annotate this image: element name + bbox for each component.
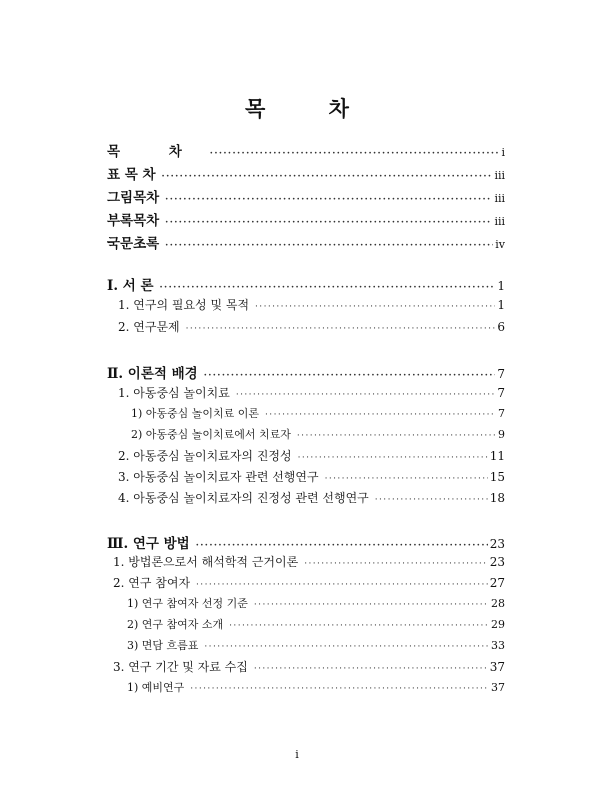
toc-section[interactable] bbox=[113, 553, 505, 570]
toc-section-label: 4. 아동중심 놀이치료자의 진정성 관련 선행연구 bbox=[118, 491, 369, 505]
dot-leader bbox=[304, 559, 488, 569]
toc-entry-page: 9 bbox=[498, 428, 505, 441]
toc-subsection[interactable] bbox=[127, 637, 505, 653]
toc-section-label: 1. 아동중심 놀이치료 bbox=[118, 386, 230, 400]
toc-entry-page: 7 bbox=[497, 386, 505, 400]
toc-entry-page: 23 bbox=[489, 555, 505, 569]
toc-entry-label: 표 목 차 bbox=[107, 167, 156, 183]
toc-chapter-label: Ⅱ. 이론적 배경 bbox=[107, 366, 198, 382]
toc-entry-page: ⅳ bbox=[495, 238, 505, 251]
toc-subsection-label: 3) 면담 흐름표 bbox=[127, 639, 199, 652]
toc-entry-page: 27 bbox=[489, 576, 505, 590]
toc-entry-page: 28 bbox=[491, 597, 505, 610]
toc-section[interactable] bbox=[118, 447, 505, 464]
toc-entry-front[interactable] bbox=[107, 140, 505, 160]
toc-entry-page: 7 bbox=[498, 407, 505, 420]
dot-leader bbox=[196, 580, 488, 590]
dot-leader bbox=[204, 371, 496, 381]
toc-entry-page: 29 bbox=[491, 618, 505, 631]
dot-leader bbox=[255, 302, 495, 312]
dot-leader bbox=[297, 431, 496, 441]
dot-leader bbox=[162, 172, 493, 182]
dot-leader bbox=[165, 218, 492, 228]
toc-subsection-label: 1) 연구 참여자 선정 기준 bbox=[127, 597, 248, 610]
dot-leader bbox=[254, 600, 489, 610]
dot-leader bbox=[210, 149, 500, 159]
toc-entry-page: 15 bbox=[489, 470, 505, 484]
dot-leader bbox=[254, 664, 488, 674]
toc-chapter[interactable] bbox=[107, 362, 505, 382]
toc-section[interactable] bbox=[113, 574, 505, 591]
toc-section[interactable] bbox=[118, 296, 505, 313]
toc-section-label: 3. 연구 기간 및 자료 수집 bbox=[113, 660, 248, 674]
toc-entry-page: iii bbox=[494, 192, 505, 205]
toc-chapter-label: Ⅲ. 연구 방법 bbox=[107, 536, 190, 552]
toc-section[interactable] bbox=[113, 658, 505, 675]
toc-subsection[interactable] bbox=[127, 679, 505, 695]
toc-entry-page: 11 bbox=[489, 449, 505, 463]
toc-subsection-label: 2) 연구 참여자 소개 bbox=[127, 618, 224, 631]
toc-subsection-label: 2) 아동중심 놀이치료에서 치료자 bbox=[131, 428, 291, 441]
toc-subsection[interactable] bbox=[131, 405, 505, 421]
toc-subsection[interactable] bbox=[127, 616, 505, 632]
toc-entry-page: iii bbox=[494, 215, 505, 228]
toc-title: 목 차 bbox=[245, 96, 377, 121]
toc-chapter-label: Ⅰ. 서 론 bbox=[107, 278, 154, 294]
dot-leader bbox=[165, 241, 493, 251]
toc-entry-front[interactable] bbox=[107, 163, 505, 183]
dot-leader bbox=[265, 410, 496, 420]
dot-leader bbox=[186, 324, 496, 334]
toc-section[interactable] bbox=[118, 384, 505, 401]
toc-entry-page: 37 bbox=[489, 660, 505, 674]
dot-leader bbox=[196, 541, 488, 551]
toc-entry-page: i bbox=[501, 146, 505, 159]
toc-chapter[interactable] bbox=[107, 532, 505, 552]
dot-leader bbox=[204, 642, 489, 652]
toc-subsection[interactable] bbox=[131, 426, 505, 442]
toc-entry-label: 그림목차 bbox=[107, 190, 160, 206]
toc-section-label: 2. 연구 참여자 bbox=[113, 576, 191, 590]
toc-section[interactable] bbox=[118, 489, 505, 506]
toc-section[interactable] bbox=[118, 318, 505, 335]
toc-subsection-label: 1) 아동중심 놀이치료 이론 bbox=[131, 407, 260, 420]
toc-entry-page: 1 bbox=[497, 279, 505, 293]
toc-section[interactable] bbox=[118, 468, 505, 485]
page-number: i bbox=[295, 748, 299, 761]
toc-entry-page: 1 bbox=[497, 298, 505, 312]
dot-leader bbox=[229, 621, 489, 631]
toc-entry-label: 국문초록 bbox=[107, 236, 160, 252]
toc-entry-page: 23 bbox=[489, 537, 505, 551]
toc-entry-front[interactable] bbox=[107, 209, 505, 229]
dot-leader bbox=[236, 390, 496, 400]
dot-leader bbox=[160, 283, 496, 293]
toc-chapter[interactable] bbox=[107, 274, 505, 294]
toc-entry-page: 33 bbox=[491, 639, 505, 652]
toc-entry-label: 부록목차 bbox=[107, 213, 160, 229]
toc-entry-page: iii bbox=[494, 169, 505, 182]
dot-leader bbox=[165, 195, 492, 205]
dot-leader bbox=[375, 495, 488, 505]
toc-section-label: 1. 연구의 필요성 및 목적 bbox=[118, 298, 250, 312]
toc-entry-page: 37 bbox=[491, 681, 505, 694]
toc-entry-label: 목 차 bbox=[107, 144, 204, 160]
toc-entry-page: 7 bbox=[497, 367, 505, 381]
toc-subsection[interactable] bbox=[127, 595, 505, 611]
toc-section-label: 2. 아동중심 놀이치료자의 진정성 bbox=[118, 449, 292, 463]
toc-entry-front[interactable] bbox=[107, 232, 505, 252]
toc-entry-page: 6 bbox=[497, 320, 505, 334]
dot-leader bbox=[190, 684, 489, 694]
toc-subsection-label: 1) 예비연구 bbox=[127, 681, 185, 694]
toc-section-label: 1. 방법론으로서 해석학적 근거이론 bbox=[113, 555, 299, 569]
toc-section-label: 2. 연구문제 bbox=[118, 320, 180, 334]
toc-section-label: 3. 아동중심 놀이치료자 관련 선행연구 bbox=[118, 470, 319, 484]
dot-leader bbox=[325, 474, 488, 484]
toc-entry-page: 18 bbox=[489, 491, 505, 505]
toc-entry-front[interactable] bbox=[107, 186, 505, 206]
dot-leader bbox=[298, 453, 488, 463]
